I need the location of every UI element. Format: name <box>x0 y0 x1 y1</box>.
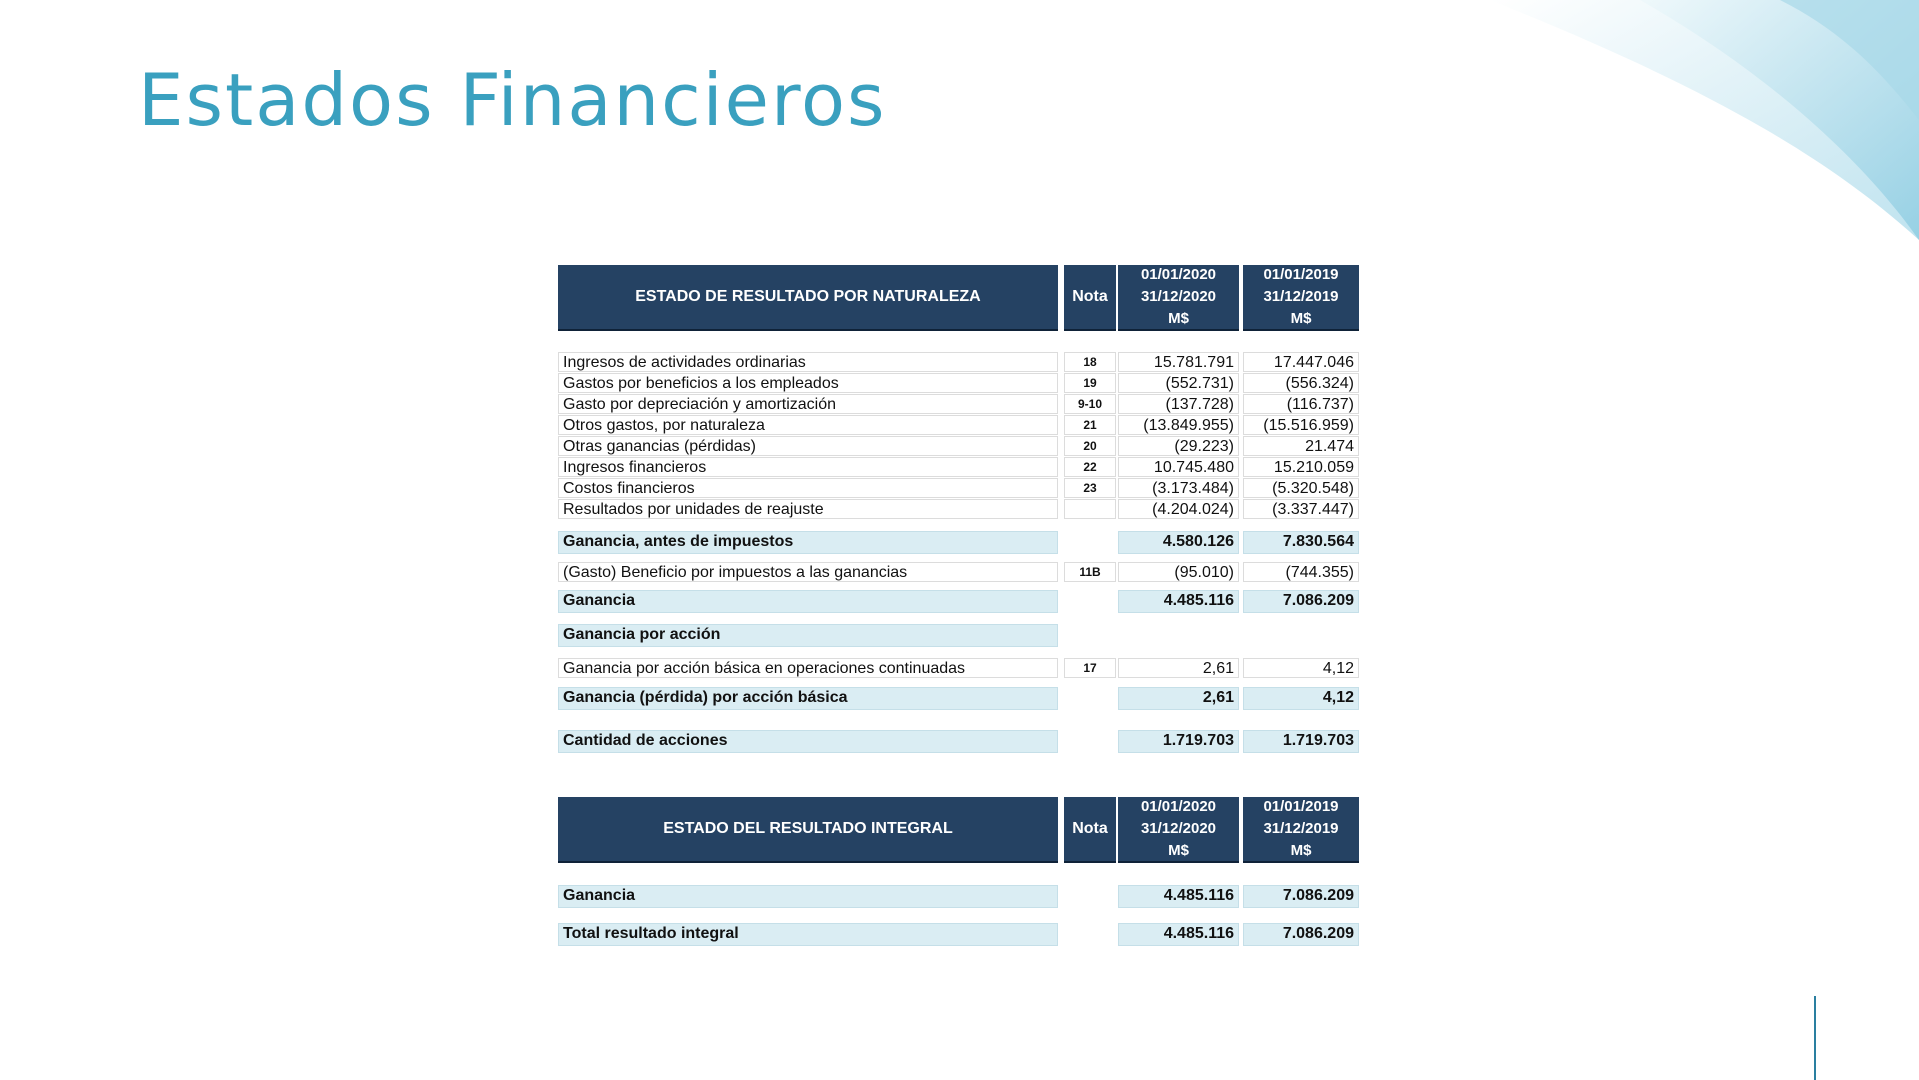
table-title: ESTADO DE RESULTADO POR NATURALEZA <box>558 265 1058 331</box>
table-row <box>558 394 1359 414</box>
period-unit: M$ <box>1168 842 1189 859</box>
row-value-2019: 4,12 <box>1243 658 1359 678</box>
row-label: Gastos por beneficios a los empleados <box>558 373 1058 393</box>
row-value-2020: 1.719.703 <box>1118 730 1239 753</box>
table-row <box>558 352 1359 372</box>
row-label: Ganancia (pérdida) por acción básica <box>558 687 1058 710</box>
row-value-2019: 21.474 <box>1243 436 1359 456</box>
row-value-2020: (4.204.024) <box>1118 499 1239 519</box>
period-from: 01/01/2020 <box>1140 266 1217 283</box>
row-value-2019: (556.324) <box>1243 373 1359 393</box>
row-value-2019: 4,12 <box>1243 687 1359 710</box>
subtotal-row <box>558 885 1359 908</box>
row-value-2019: 7.086.209 <box>1243 923 1359 946</box>
row-label: Ganancia <box>558 885 1058 908</box>
page-title: Estados Financieros <box>138 58 887 142</box>
period-unit: M$ <box>1290 310 1312 327</box>
row-label: Ganancia, antes de impuestos <box>558 531 1058 554</box>
period-from: 01/01/2020 <box>1140 798 1217 815</box>
row-nota: 17 <box>1064 658 1116 678</box>
table-row <box>558 499 1359 519</box>
subtotal-row <box>558 590 1359 613</box>
row-label: Cantidad de acciones <box>558 730 1058 753</box>
period-to: 31/12/2019 <box>1263 820 1339 837</box>
row-nota: 18 <box>1064 352 1116 372</box>
row-value-2020: 2,61 <box>1118 687 1239 710</box>
table-header <box>558 265 1359 331</box>
row-value-2020: 10.745.480 <box>1118 457 1239 477</box>
row-value-2020: (552.731) <box>1118 373 1239 393</box>
period-2019-header <box>1243 265 1359 331</box>
subtotal-row <box>558 531 1359 554</box>
row-value-2020: (29.223) <box>1118 436 1239 456</box>
table-title: ESTADO DEL RESULTADO INTEGRAL <box>558 797 1058 863</box>
row-label: Costos financieros <box>558 478 1058 498</box>
table-header <box>558 797 1359 863</box>
row-label: Resultados por unidades de reajuste <box>558 499 1058 519</box>
total-row <box>558 923 1359 946</box>
row-value-2020: 4.580.126 <box>1118 531 1239 554</box>
period-unit: M$ <box>1290 842 1312 859</box>
row-nota: 22 <box>1064 457 1116 477</box>
period-from: 01/01/2019 <box>1263 266 1339 283</box>
period-2020-header <box>1118 265 1239 331</box>
row-label: Ganancia por acción básica en operaciones continuadas <box>558 658 1058 678</box>
period-to: 31/12/2020 <box>1140 288 1217 305</box>
period-unit: M$ <box>1168 310 1189 327</box>
row-value-2019: (3.337.447) <box>1243 499 1359 519</box>
table-row <box>558 373 1359 393</box>
period-2020-header <box>1118 797 1239 863</box>
table-row <box>558 478 1359 498</box>
row-nota <box>1064 499 1116 519</box>
row-nota: 19 <box>1064 373 1116 393</box>
row-nota: 11B <box>1064 562 1116 582</box>
corner-divider-line <box>1814 996 1816 1080</box>
row-value-2020: (3.173.484) <box>1118 478 1239 498</box>
row-value-2019: 7.086.209 <box>1243 885 1359 908</box>
subtotal-row <box>558 730 1359 753</box>
row-value-2020: (95.010) <box>1118 562 1239 582</box>
row-value-2020: 15.781.791 <box>1118 352 1239 372</box>
period-to: 31/12/2020 <box>1140 820 1217 837</box>
table-row <box>558 658 1359 678</box>
row-label: Otros gastos, por naturaleza <box>558 415 1058 435</box>
row-label: Gasto por depreciación y amortización <box>558 394 1058 414</box>
row-value-2019: 15.210.059 <box>1243 457 1359 477</box>
row-value-2020: 4.485.116 <box>1118 885 1239 908</box>
nota-header: Nota <box>1064 265 1116 331</box>
period-from: 01/01/2019 <box>1263 798 1339 815</box>
nota-header: Nota <box>1064 797 1116 863</box>
row-value-2020: 4.485.116 <box>1118 590 1239 613</box>
row-value-2020: 4.485.116 <box>1118 923 1239 946</box>
row-nota: 23 <box>1064 478 1116 498</box>
row-label: (Gasto) Beneficio por impuestos a las ganancias <box>558 562 1058 582</box>
row-label: Total resultado integral <box>558 923 1058 946</box>
row-value-2019: 17.447.046 <box>1243 352 1359 372</box>
income-statement-by-nature-table <box>558 265 1359 760</box>
subtotal-row <box>558 687 1359 710</box>
table-row <box>558 436 1359 456</box>
row-value-2019: 7.830.564 <box>1243 531 1359 554</box>
row-value-2019: (5.320.548) <box>1243 478 1359 498</box>
row-value-2020: (137.728) <box>1118 394 1239 414</box>
table-row <box>558 457 1359 477</box>
row-value-2019: (744.355) <box>1243 562 1359 582</box>
comprehensive-income-table <box>558 797 1359 949</box>
row-value-2019: (116.737) <box>1243 394 1359 414</box>
row-value-2019: 7.086.209 <box>1243 590 1359 613</box>
row-label: Ganancia <box>558 590 1058 613</box>
section-row <box>558 624 1359 647</box>
row-value-2020: 2,61 <box>1118 658 1239 678</box>
period-2019-header <box>1243 797 1359 863</box>
row-nota: 20 <box>1064 436 1116 456</box>
row-value-2019: (15.516.959) <box>1243 415 1359 435</box>
row-value-2019: 1.719.703 <box>1243 730 1359 753</box>
row-label: Otras ganancias (pérdidas) <box>558 436 1058 456</box>
row-label: Ganancia por acción <box>558 624 1058 647</box>
table-row <box>558 415 1359 435</box>
table-row <box>558 562 1359 582</box>
row-value-2020: (13.849.955) <box>1118 415 1239 435</box>
row-nota: 9-10 <box>1064 394 1116 414</box>
period-to: 31/12/2019 <box>1263 288 1339 305</box>
row-label: Ingresos de actividades ordinarias <box>558 352 1058 372</box>
row-label: Ingresos financieros <box>558 457 1058 477</box>
row-nota: 21 <box>1064 415 1116 435</box>
